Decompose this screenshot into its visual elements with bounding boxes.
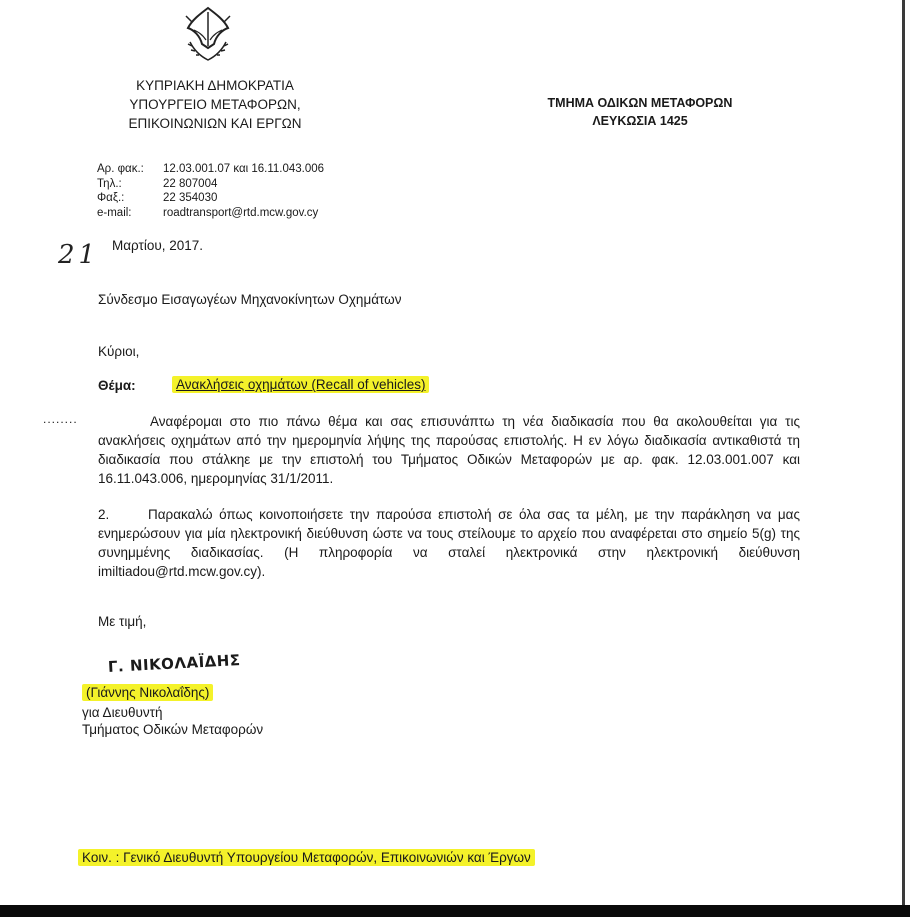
closing: Με τιμή, (98, 614, 147, 629)
ministry-line-1: ΥΠΟΥΡΓΕΙΟ ΜΕΤΑΦΟΡΩΝ, (129, 97, 301, 112)
paragraph-number: 2. (98, 507, 110, 522)
email-row (97, 206, 324, 221)
signature-stamp: Γ. ΝΙΚΟΛΑΪΔΗΣ (107, 651, 241, 676)
signatory-name-highlight: (Γιάννης Νικολαΐδης) (82, 684, 213, 701)
letter-date: Μαρτίου, 2017. (112, 238, 204, 253)
department-city: ΛΕΥΚΩΣΙΑ 1425 (592, 114, 688, 128)
subject-highlight: Ανακλήσεις οχημάτων (Recall of vehicles) (172, 376, 429, 393)
ministry-header (105, 76, 325, 133)
email-value: roadtransport@rtd.mcw.gov.cy (163, 206, 319, 219)
department-name: ΤΜΗΜΑ ΟΔΙΚΩΝ ΜΕΤΑΦΟΡΩΝ (547, 96, 733, 110)
body-paragraph-2 (98, 505, 800, 581)
recipient: Σύνδεσμο Εισαγωγέων Μηχανοκίνητων Οχημάτων (98, 292, 402, 307)
handwritten-day: 21 (58, 240, 100, 270)
carbon-copy (78, 850, 535, 865)
file-number-label: Αρ. φακ.: (97, 163, 144, 175)
fax-value: 22 354030 (163, 192, 218, 204)
republic-name: ΚΥΠΡΙΑΚΗ ΔΗΜΟΚΡΑΤΙΑ (136, 78, 294, 93)
file-number-row (97, 162, 324, 177)
phone-label: Τηλ.: (97, 177, 122, 190)
signatory-department: Τμήματος Οδικών Μεταφορών (82, 722, 264, 737)
phone-row (97, 177, 324, 192)
file-number-value: 12.03.001.07 και 16.11.043.006 (163, 163, 325, 175)
body-paragraph-1: Αναφέρομαι στο πιο πάνω θέμα και σας επισυνάπτω τη νέα διαδικασία που θα ακολουθείται για τις ανακλήσεις οχημάτων από την ημερομηνία λήψης της παρούσας επιστολής. Η εν λόγω διαδικασία αντικαθιστά τη διαδικασία που στάλκηε με την επιστολή του Τμήματος Οδικών Μεταφορών με αρ. φακ. 12.03.001.007 και 16.11.043.006, ημερομηνίας 31/1/2011. (98, 414, 800, 486)
fax-row (97, 191, 324, 206)
carbon-copy-highlight: Κοιν. : Γενικό Διευθυντή Υπουργείου Μεταφορών, Επικοινωνιών και Έργων (78, 849, 535, 866)
bottom-bar (0, 905, 910, 917)
subject-text (172, 377, 429, 392)
email-label: e-mail: (97, 206, 132, 219)
phone-value: 22 807004 (163, 177, 218, 190)
coat-of-arms-emblem-icon (178, 2, 238, 64)
fax-label: Φαξ.: (97, 192, 125, 204)
scan-edge (902, 0, 905, 905)
signatory-name (82, 685, 213, 700)
subject-label: Θέμα: (98, 378, 136, 393)
reference-block (97, 162, 324, 220)
margin-mark: ........ (43, 412, 78, 426)
ministry-line-2: ΕΠΙΚΟΙΝΩΝΙΩΝ ΚΑΙ ΕΡΓΩΝ (128, 116, 302, 131)
paragraph-2-text: Παρακαλώ όπως κοινοποιήσετε την παρούσα επιστολή σε όλα σας τα μέλη, με την παράκληση να μας ενημερώσουν για μία ηλεκτρονική διεύθυνση ώστε να τους στείλουμε το αρχείο που αναφέρεται στο σημείο 5(g) της συνημμένης διαδικασίας. (Η πληροφορία να σταλεί ηλεκτρονικά στην ηλεκτρονική διεύθυνση imiltiadou@rtd.mcw.gov.cy). (98, 507, 800, 579)
salutation: Κύριοι, (98, 344, 140, 359)
department-header (505, 94, 775, 130)
signatory-role: για Διευθυντή (82, 705, 163, 720)
